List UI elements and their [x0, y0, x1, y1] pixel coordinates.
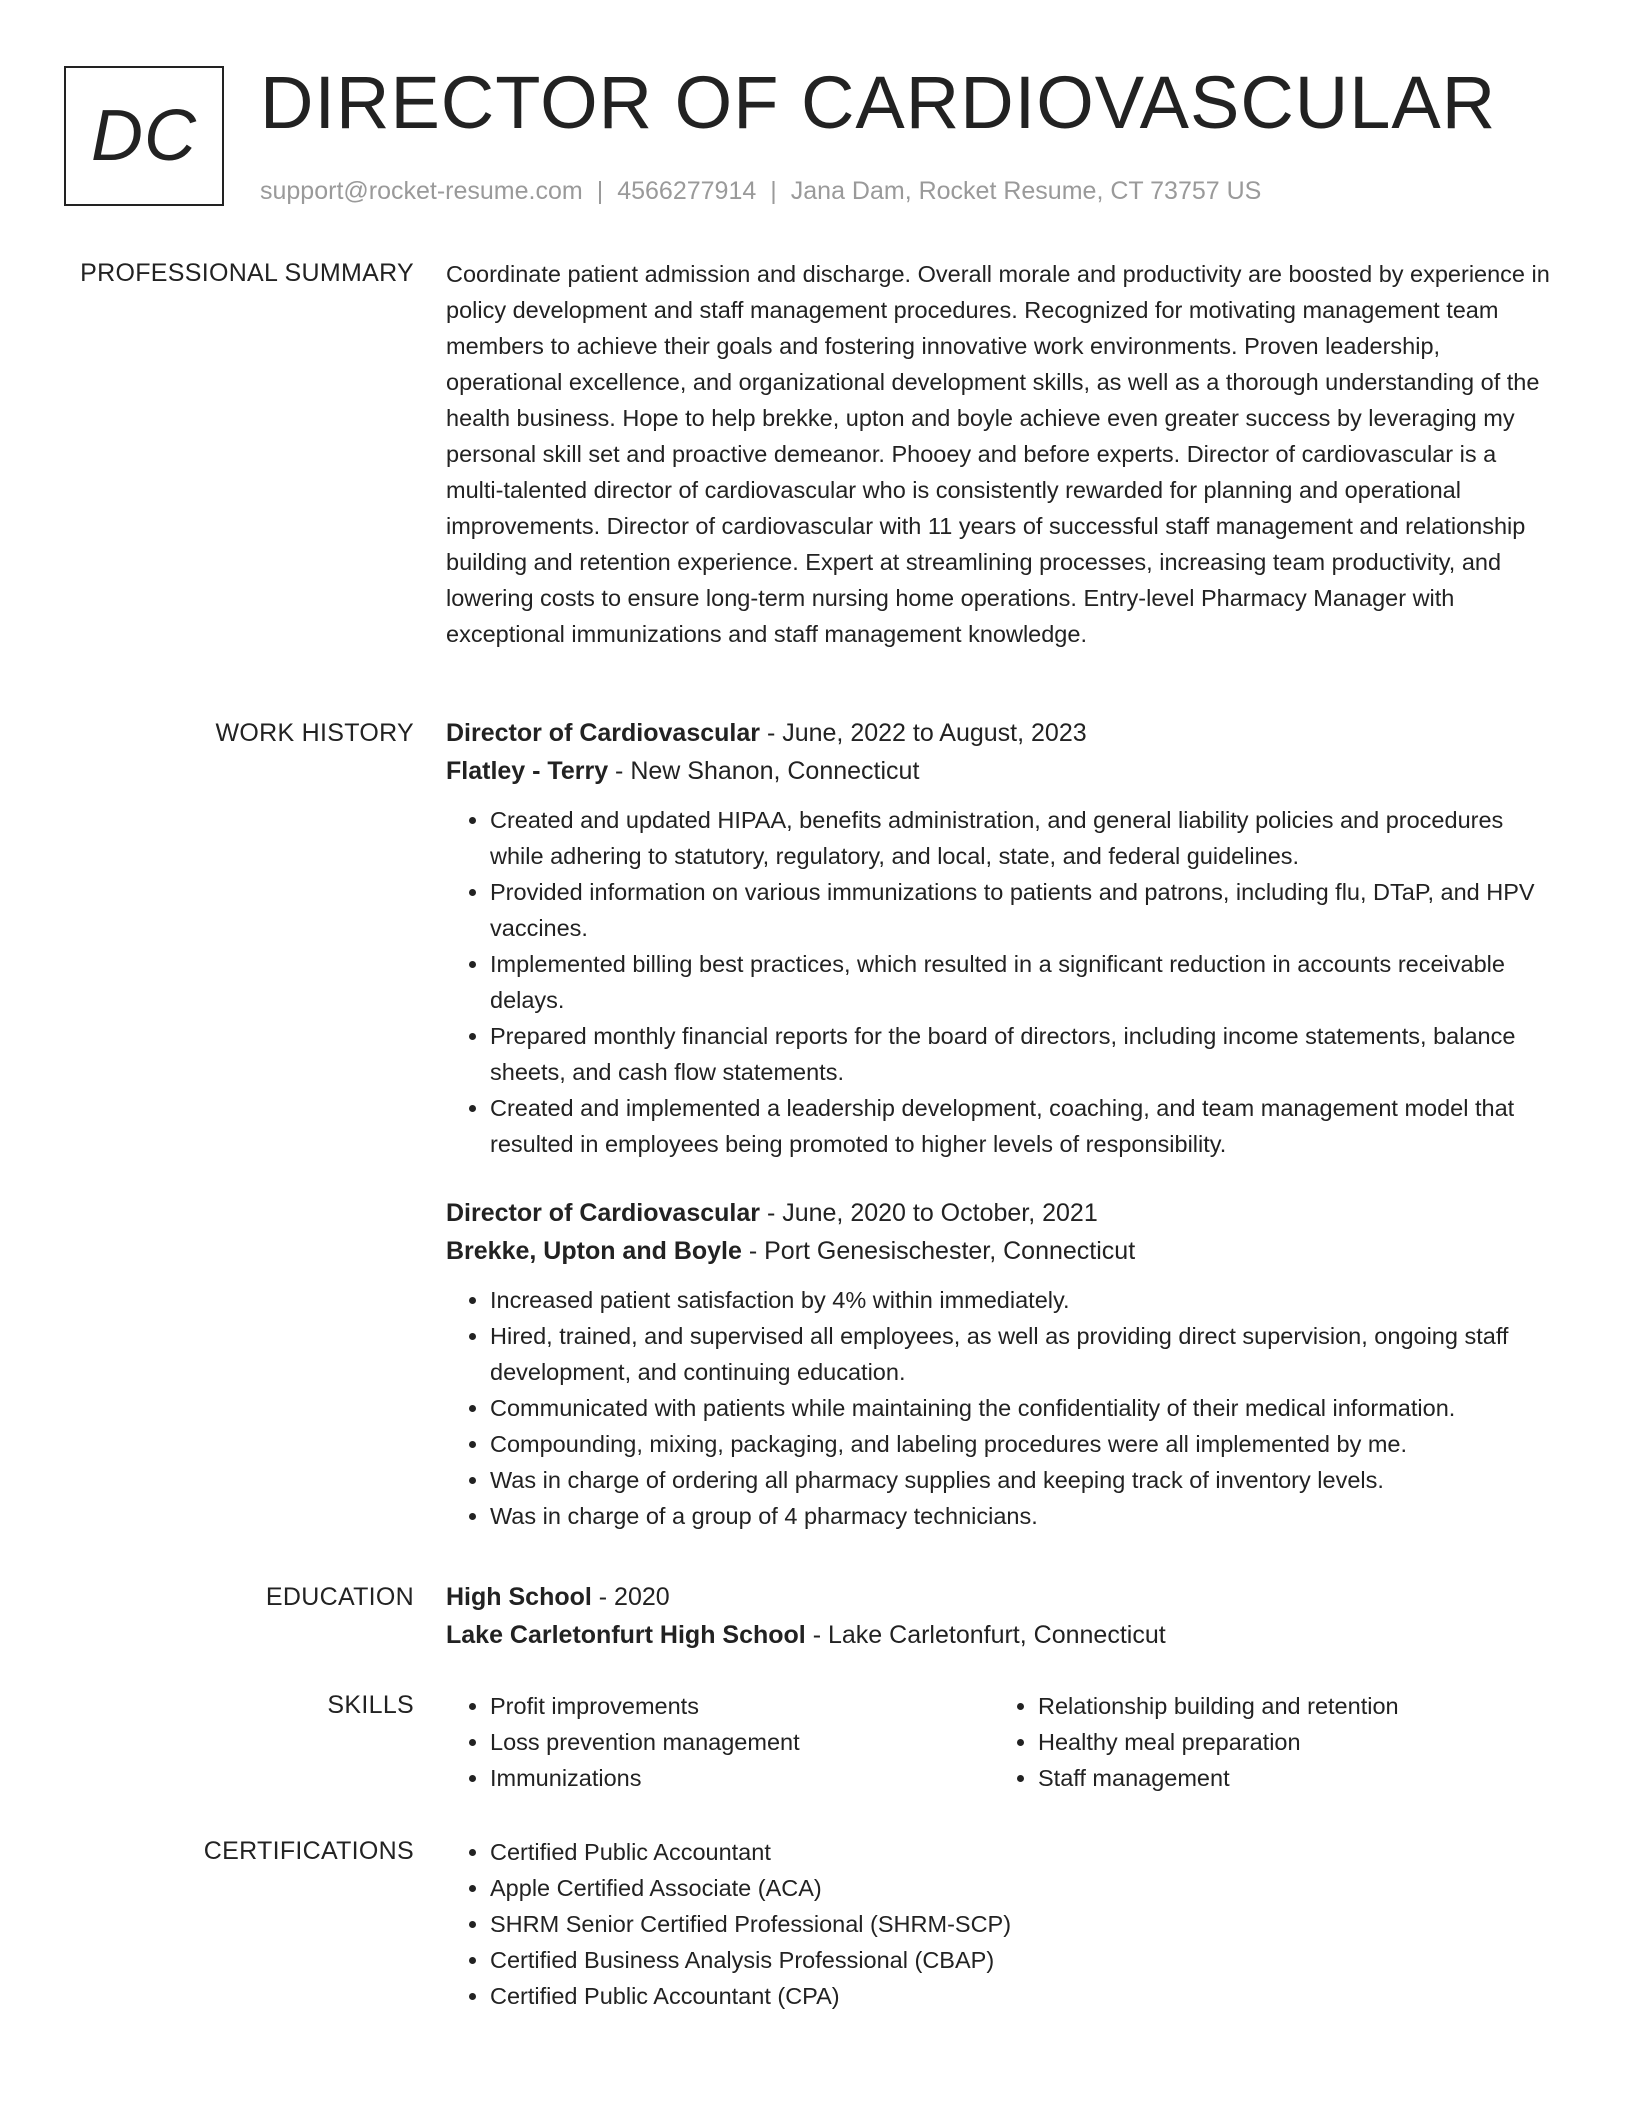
job-title: Director of Cardiovascular [446, 719, 760, 747]
job-location: - New Shanon, Connecticut [608, 757, 920, 785]
skill-item: • Loss prevention management [490, 1724, 994, 1760]
job-company: Flatley - Terry [446, 757, 609, 785]
section-label-education: EDUCATION [265, 1583, 414, 1611]
certification-item: • SHRM Senior Certified Professional (SHRM-SCP) [490, 1906, 1558, 1942]
education-school-line [446, 1616, 1558, 1654]
education-body [446, 1578, 1558, 1654]
job-location: - Port Genesischester, Connecticut [741, 1237, 1136, 1265]
summary-text: Coordinate patient admission and discharge. Overall morale and productivity are boosted by experience in policy development and staff management procedures. Recognized for motivating management team members to achieve their goals and fostering innovative work environments. Proven leadership, operational excellence, and organizational development skills, as well as a thorough understanding of the health business. Hope to help brekke, upton and boyle achieve even greater success by leveraging my personal skill set and proactive demeanor. Phooey and before experts. Director of cardiovascular is a multi-talented director of cardiovascular who is consistently rewarded for planning and operational improvements. Director of cardiovascular with 11 years of successful staff management and relationship building and retention experience. Expert at streamlining processes, increasing team productivity, and lowering costs to ensure long-term nursing home operations. Entry-level Pharmacy Manager with exceptional immunizations and staff management knowledge. [446, 261, 1550, 647]
job-company: Brekke, Upton and Boyle [446, 1237, 742, 1265]
section-label-certifications: CERTIFICATIONS [203, 1837, 414, 1865]
work-history-body [446, 714, 1558, 1534]
job-bullet: • Created and updated HIPAA, benefits administration, and general liability policies and procedures while adhering to statutory, regulatory, and local, state, and federal guidelines. [490, 802, 1558, 874]
certification-item: • Certified Public Accountant (CPA) [490, 1978, 1558, 2014]
contact-address: Jana Dam, Rocket Resume, CT 73757 US [790, 177, 1262, 205]
job-title-line [446, 1194, 1558, 1232]
certifications-list [446, 1834, 1558, 2014]
certification-item: • Certified Business Analysis Professional (CBAP) [490, 1942, 1558, 1978]
job-title: Director of Cardiovascular [446, 1199, 760, 1227]
certification-item: • Certified Public Accountant [490, 1834, 1558, 1870]
contact-email: support@rocket-resume.com [260, 177, 583, 205]
skill-item: • Staff management [1038, 1760, 1542, 1796]
job-bullets [446, 1282, 1558, 1534]
job-bullet: • Compounding, mixing, packaging, and labeling procedures were all implemented by me. [490, 1426, 1558, 1462]
job-bullet: • Provided information on various immunizations to patients and patrons, including flu, DTaP, and HPV vaccines. [490, 874, 1558, 946]
skills-column-left [446, 1688, 994, 1796]
contact-phone: 4566277914 [617, 177, 757, 205]
skill-item: • Relationship building and retention [1038, 1688, 1542, 1724]
job-bullet: • Prepared monthly financial reports for the board of directors, including income statements, balance sheets, and cash flow statements. [490, 1018, 1558, 1090]
job-bullet: • Increased patient satisfaction by 4% within immediately. [490, 1282, 1558, 1318]
contact-line [260, 174, 1261, 208]
monogram-logo: DC [64, 66, 224, 206]
skills-column-right [994, 1688, 1542, 1796]
skill-item: • Profit improvements [490, 1688, 994, 1724]
section-label-work-history: WORK HISTORY [215, 719, 414, 747]
job-bullet: • Communicated with patients while maintaining the confidentiality of their medical information. [490, 1390, 1558, 1426]
education-degree-line [446, 1578, 1558, 1616]
job-dates: - June, 2022 to August, 2023 [760, 719, 1087, 747]
job-entry [446, 714, 1558, 1162]
contact-separator: | [770, 177, 777, 205]
job-bullets [446, 802, 1558, 1162]
certification-item: • Apple Certified Associate (ACA) [490, 1870, 1558, 1906]
job-bullet: • Hired, trained, and supervised all employees, as well as providing direct supervision, ongoing staff development, and continuing education. [490, 1318, 1558, 1390]
job-title-line [446, 714, 1558, 752]
skills-grid [446, 1688, 1558, 1796]
section-label-summary: PROFESSIONAL SUMMARY [80, 259, 414, 287]
skill-item: • Immunizations [490, 1760, 994, 1796]
education-school: Lake Carletonfurt High School [446, 1621, 806, 1649]
skill-item: • Healthy meal preparation [1038, 1724, 1542, 1760]
certifications-body [446, 1834, 1558, 2014]
job-bullet: • Was in charge of ordering all pharmacy supplies and keeping track of inventory levels. [490, 1462, 1558, 1498]
job-bullet: • Was in charge of a group of 4 pharmacy technicians. [490, 1498, 1558, 1534]
education-year: - 2020 [591, 1583, 670, 1611]
section-label-skills: SKILLS [327, 1691, 414, 1719]
education-degree: High School [446, 1583, 592, 1611]
job-company-line [446, 1232, 1558, 1270]
job-bullet: • Created and implemented a leadership development, coaching, and team management model that resulted in employees being promoted to higher levels of responsibility. [490, 1090, 1558, 1162]
job-entry [446, 1194, 1558, 1534]
education-location: - Lake Carletonfurt, Connecticut [805, 1621, 1166, 1649]
job-bullet: • Implemented billing best practices, which resulted in a significant reduction in accounts receivable delays. [490, 946, 1558, 1018]
summary-body [446, 256, 1558, 652]
contact-separator: | [596, 177, 604, 205]
skills-body [446, 1688, 1558, 1796]
resume-title: DIRECTOR OF CARDIOVASCULAR [260, 61, 1497, 144]
job-company-line [446, 752, 1558, 790]
job-dates: - June, 2020 to October, 2021 [760, 1199, 1098, 1227]
